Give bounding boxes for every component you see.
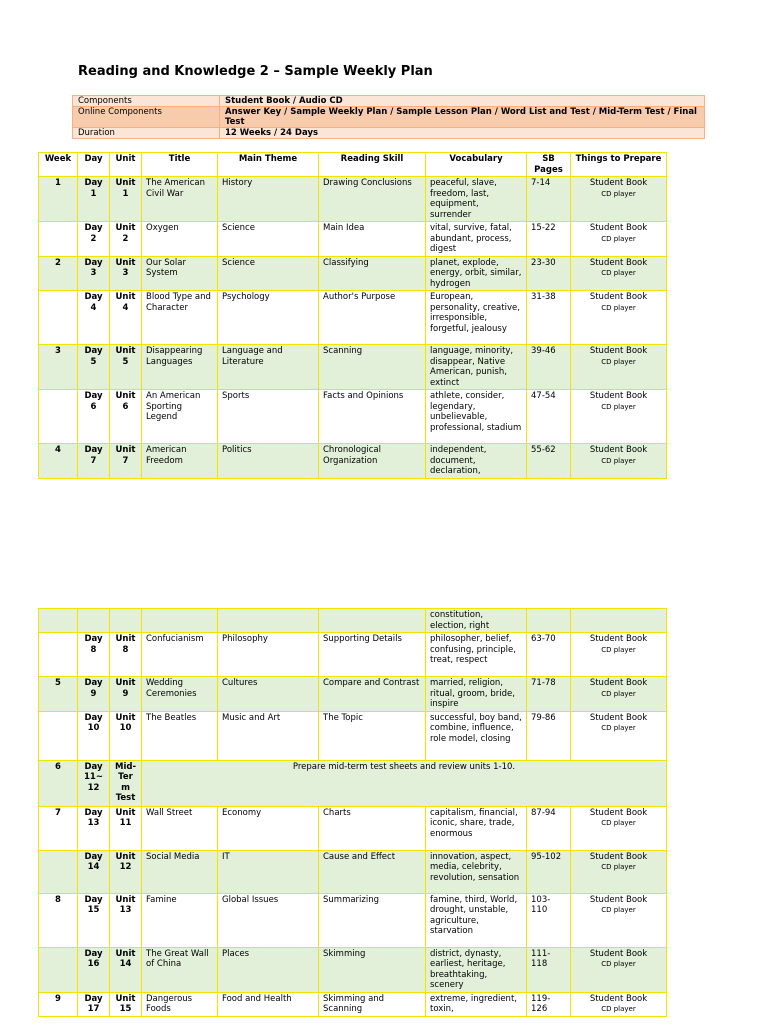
duration-value: 12 Weeks / 24 Days [220,128,705,139]
table-row [39,291,667,345]
prepare-sub-item: CD player [601,1005,636,1013]
prepare-sub-item: CD player [601,863,636,871]
week-cell: 3 [39,345,78,390]
header-day: Day [78,153,110,177]
unit-cell: Unit 2 [110,222,142,257]
title-cell: Dangerous Foods [142,992,218,1016]
day-cell: Day 5 [78,345,110,390]
prepare-item: Student Book [589,678,648,688]
sb-pages-cell: 23-30 [527,256,571,291]
reading-skill-cell [319,609,426,633]
unit-cell: Unit 13 [110,893,142,947]
table-row [39,177,667,222]
vocabulary-cell: philosopher, belief, confusing, principle, treat, respect [426,633,527,677]
vocabulary-cell: married, religion, ritual, groom, bride, inspire [426,677,527,712]
things-to-prepare-cell [571,992,667,1016]
title-cell [142,609,218,633]
duration-row [73,128,705,139]
things-to-prepare-cell [571,893,667,947]
things-to-prepare-cell [571,609,667,633]
online-components-row [73,107,705,128]
day-cell: Day 14 [78,850,110,893]
day-cell: Day 3 [78,256,110,291]
prepare-sub-item: CD player [601,819,636,827]
day-cell: Day 4 [78,291,110,345]
day-cell: Day 7 [78,444,110,479]
prepare-sub-item: CD player [601,357,636,366]
main-theme-cell: Philosophy [218,633,319,677]
week-cell [39,633,78,677]
prepare-sub-item: CD player [601,906,636,914]
table-row [39,806,667,850]
vocabulary-cell: athlete, consider, legendary, unbelievable, professional, stadium [426,390,527,444]
reading-skill-cell: Author's Purpose [319,291,426,345]
vocabulary-cell: peaceful, slave, freedom, last, equipment, surrender [426,177,527,222]
sb-pages-cell: 15-22 [527,222,571,257]
unit-cell: Unit 3 [110,256,142,291]
reading-skill-cell: Main Idea [319,222,426,257]
things-to-prepare-cell [571,677,667,712]
sb-pages-cell: 71-78 [527,677,571,712]
main-theme-cell: Politics [218,444,319,479]
reading-skill-cell: Cause and Effect [319,850,426,893]
prepare-item: Student Book [589,894,648,905]
things-to-prepare-cell [571,850,667,893]
prepare-item: Student Book [589,712,648,723]
sb-pages-cell: 7-14 [527,177,571,222]
day-cell: Day 2 [78,222,110,257]
reading-skill-cell: Skimming and Scanning [319,992,426,1016]
title-cell: Blood Type and Character [142,291,218,345]
things-to-prepare-cell [571,177,667,222]
prepare-sub-item: CD player [601,689,636,698]
sb-pages-cell: 63-70 [527,633,571,677]
unit-cell [110,609,142,633]
week-cell [39,609,78,633]
header-reading-skill: Reading Skill [319,153,426,177]
prepare-item: Student Book [589,292,648,302]
day-cell: Day 15 [78,893,110,947]
prepare-sub-item: CD player [601,303,636,312]
day-cell: Day 9 [78,677,110,712]
midterm-row [39,760,667,806]
unit-cell: Unit 5 [110,345,142,390]
main-theme-cell [218,609,319,633]
title-cell: Confucianism [142,633,218,677]
week-cell: 4 [39,444,78,479]
things-to-prepare-cell [571,256,667,291]
reading-skill-cell: Facts and Opinions [319,390,426,444]
week-cell [39,390,78,444]
table-row [39,256,667,291]
header-unit: Unit [110,153,142,177]
sb-pages-cell: 39-46 [527,345,571,390]
vocabulary-cell: language, minority, disappear, Native American, punish, extinct [426,345,527,390]
prepare-item: Student Book [589,391,648,401]
main-theme-cell: Economy [218,806,319,850]
main-theme-cell: Psychology [218,291,319,345]
main-theme-cell: Language and Literature [218,345,319,390]
week-cell: 1 [39,177,78,222]
sb-pages-cell: 103-110 [527,893,571,947]
prepare-item: Student Book [589,807,648,818]
prepare-item: Student Book [589,257,648,268]
online-components-label: Online Components [73,107,220,128]
title-cell: The Great Wall of China [142,947,218,992]
reading-skill-cell: Scanning [319,345,426,390]
sb-pages-cell: 31-38 [527,291,571,345]
title-cell: An American Sporting Legend [142,390,218,444]
prepare-sub-item: CD player [601,645,636,654]
reading-skill-cell: Supporting Details [319,633,426,677]
components-row [73,96,705,107]
main-theme-cell: Places [218,947,319,992]
components-label: Components [73,96,220,107]
vocabulary-cell: independent, document, declaration, [426,444,527,479]
title-cell: Disappearing Languages [142,345,218,390]
vocabulary-cell: famine, third, World, drought, unstable, agriculture, starvation [426,893,527,947]
title-cell: Oxygen [142,222,218,257]
main-theme-cell: History [218,177,319,222]
week-cell: 7 [39,806,78,850]
sb-pages-cell: 55-62 [527,444,571,479]
prepare-sub-item: CD player [601,456,636,465]
prepare-item: Student Book [589,223,648,233]
unit-cell: Unit 9 [110,677,142,712]
sb-pages-cell: 95-102 [527,850,571,893]
day-cell: Day 11~ 12 [78,760,110,806]
main-theme-cell: Global Issues [218,893,319,947]
header-main-theme: Main Theme [218,153,319,177]
vocabulary-cell: successful, boy band, combine, influence, role model, closing [426,711,527,760]
main-theme-cell: Music and Art [218,711,319,760]
header-week: Week [39,153,78,177]
main-theme-cell: Food and Health [218,992,319,1016]
reading-skill-cell: Compare and Contrast [319,677,426,712]
sb-pages-cell: 111-118 [527,947,571,992]
prepare-item: Student Book [589,445,648,455]
things-to-prepare-cell [571,806,667,850]
prepare-item: Student Book [589,634,648,644]
weekly-plan-table [38,152,667,479]
duration-label: Duration [73,128,220,139]
vocabulary-cell: vital, survive, fatal, abundant, process, digest [426,222,527,257]
table-row [39,850,667,893]
midterm-note: Prepare mid-term test sheets and review units 1-10. [142,760,667,806]
sb-pages-cell: 79-86 [527,711,571,760]
prepare-item: Student Book [589,346,648,356]
things-to-prepare-cell [571,345,667,390]
prepare-item: Student Book [589,993,648,1004]
components-value: Student Book / Audio CD [220,96,705,107]
table-row [39,222,667,257]
title-cell: Famine [142,893,218,947]
prepare-sub-item: CD player [601,269,636,277]
week-cell [39,222,78,257]
day-cell: Day 10 [78,711,110,760]
week-cell: 6 [39,760,78,806]
things-to-prepare-cell [571,947,667,992]
main-theme-cell: Sports [218,390,319,444]
vocabulary-cell: district, dynasty, earliest, heritage, breathtaking, scenery [426,947,527,992]
title-cell: Social Media [142,850,218,893]
header-vocabulary: Vocabulary [426,153,527,177]
unit-cell: Unit 15 [110,992,142,1016]
prepare-sub-item: CD player [601,402,636,411]
sb-pages-cell: 119-126 [527,992,571,1016]
week-cell [39,291,78,345]
header-row [39,153,667,177]
sb-pages-cell: 87-94 [527,806,571,850]
reading-skill-cell: Chronological Organization [319,444,426,479]
week-cell [39,850,78,893]
vocabulary-cell: innovation, aspect, media, celebrity, revolution, sensation [426,850,527,893]
online-components-value: Answer Key / Sample Weekly Plan / Sample Lesson Plan / Word List and Test / Mid-Term Test / Final Test [220,107,705,128]
vocabulary-cell: capitalism, financial, iconic, share, trade, enormous [426,806,527,850]
main-theme-cell: Science [218,222,319,257]
prepare-sub-item: CD player [601,724,636,732]
things-to-prepare-cell [571,291,667,345]
table-row [39,633,667,677]
header-things-to-prepare: Things to Prepare [571,153,667,177]
reading-skill-cell: Classifying [319,256,426,291]
reading-skill-cell: Drawing Conclusions [319,177,426,222]
title-cell: Our Solar System [142,256,218,291]
things-to-prepare-cell [571,444,667,479]
unit-cell: Unit 14 [110,947,142,992]
unit-cell: Unit 12 [110,850,142,893]
table-row [39,609,667,633]
prepare-item: Student Book [589,851,648,862]
unit-cell: Unit 8 [110,633,142,677]
title-cell: Wall Street [142,806,218,850]
reading-skill-cell: Charts [319,806,426,850]
table-row [39,893,667,947]
unit-cell: Unit 6 [110,390,142,444]
week-cell: 8 [39,893,78,947]
header-title: Title [142,153,218,177]
main-theme-cell: Science [218,256,319,291]
reading-skill-cell: Summarizing [319,893,426,947]
vocabulary-cell: extreme, ingredient, toxin, [426,992,527,1016]
prepare-item: Student Book [589,948,648,959]
day-cell [78,609,110,633]
components-table [72,95,705,139]
day-cell: Day 8 [78,633,110,677]
unit-cell: Unit 4 [110,291,142,345]
prepare-item: Student Book [589,178,648,188]
sb-pages-cell: 47-54 [527,390,571,444]
day-cell: Day 6 [78,390,110,444]
prepare-sub-item: CD player [601,189,636,198]
things-to-prepare-cell [571,390,667,444]
unit-cell: Unit 1 [110,177,142,222]
day-cell: Day 13 [78,806,110,850]
table-row [39,947,667,992]
page-title: Reading and Knowledge 2 – Sample Weekly Plan [78,64,433,79]
title-cell: Wedding Ceremonies [142,677,218,712]
header-sb-pages: SB Pages [527,153,571,177]
reading-skill-cell: Skimming [319,947,426,992]
vocabulary-cell: European, personality, creative, irresponsible, forgetful, jealousy [426,291,527,345]
week-cell: 2 [39,256,78,291]
unit-cell: Unit 10 [110,711,142,760]
day-cell: Day 16 [78,947,110,992]
day-cell: Day 17 [78,992,110,1016]
table-row [39,345,667,390]
title-cell: The American Civil War [142,177,218,222]
weekly-plan-table-continued [38,608,667,1017]
vocabulary-cell: planet, explode, energy, orbit, similar, hydrogen [426,256,527,291]
vocabulary-cell: constitution, election, right [426,609,527,633]
table-row [39,390,667,444]
main-theme-cell: IT [218,850,319,893]
table-row [39,992,667,1016]
main-theme-cell: Cultures [218,677,319,712]
things-to-prepare-cell [571,633,667,677]
title-cell: The Beatles [142,711,218,760]
unit-cell: Unit 7 [110,444,142,479]
prepare-sub-item: CD player [601,234,636,243]
week-cell: 9 [39,992,78,1016]
day-cell: Day 1 [78,177,110,222]
table-row [39,677,667,712]
week-cell [39,947,78,992]
prepare-sub-item: CD player [601,960,636,968]
title-cell: American Freedom [142,444,218,479]
unit-cell: Mid-Ter m Test [110,760,142,806]
things-to-prepare-cell [571,222,667,257]
week-cell: 5 [39,677,78,712]
table-row [39,444,667,479]
unit-cell: Unit 11 [110,806,142,850]
table-row [39,711,667,760]
things-to-prepare-cell [571,711,667,760]
week-cell [39,711,78,760]
reading-skill-cell: The Topic [319,711,426,760]
sb-pages-cell [527,609,571,633]
